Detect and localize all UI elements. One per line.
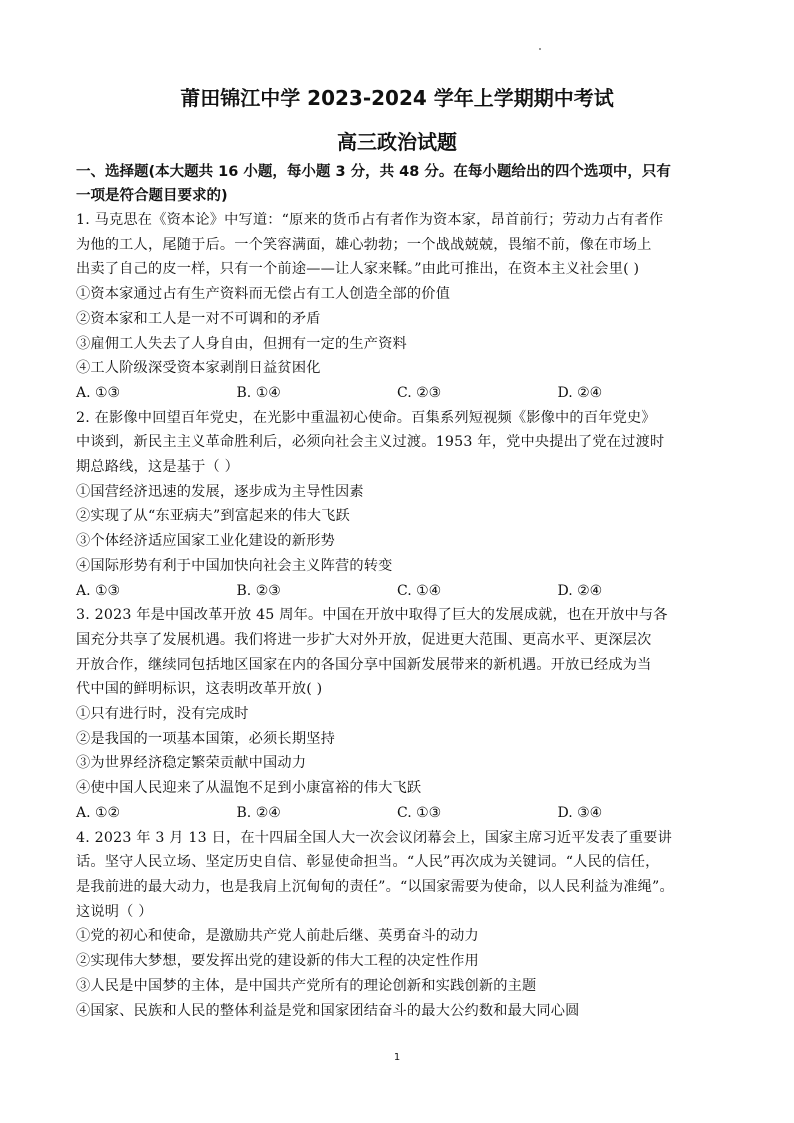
statement: ②资本家和工人是一对不可调和的矛盾 bbox=[76, 310, 321, 327]
question-text-line: 这说明（ ） bbox=[76, 903, 153, 920]
answer-options bbox=[76, 801, 718, 826]
option-a: A. ①② bbox=[76, 804, 121, 821]
option-d: D. ②④ bbox=[557, 384, 603, 401]
answer-options bbox=[76, 381, 718, 406]
question-text-line: 开放合作，继续同包括地区国家在内的各国分享中国新发展带来的新机遇。开放已经成为当 bbox=[76, 656, 652, 673]
statement: ②实现了从“东亚病夫”到富起来的伟大飞跃 bbox=[76, 508, 350, 525]
option-d: D. ③④ bbox=[557, 804, 603, 821]
question-4 bbox=[76, 826, 718, 1024]
statement: ②是我国的一项基本国策，必须长期坚持 bbox=[76, 730, 335, 747]
option-d: D. ②④ bbox=[557, 582, 603, 599]
question-1 bbox=[76, 208, 718, 406]
option-a: A. ①③ bbox=[76, 582, 121, 599]
question-text-line: 为他的工人，尾随于后。一个笑容满面，雄心勃勃；一个战战兢兢，畏缩不前，像在市场上 bbox=[76, 236, 652, 253]
question-2 bbox=[76, 406, 718, 604]
statement: ④国际形势有利于中国加快向社会主义阵营的转变 bbox=[76, 557, 393, 574]
exam-subtitle: 高三政治试题 bbox=[337, 130, 457, 154]
statement: ③人民是中国梦的主体，是中国共产党所有的理论创新和实践创新的主题 bbox=[76, 977, 537, 994]
option-b: B. ②③ bbox=[236, 582, 281, 599]
page-number: 1 bbox=[393, 1052, 401, 1063]
question-text-line: 中谈到，新民主主义革命胜利后，必须向社会主义过渡。1953 年，党中央提出了党在过渡时 bbox=[76, 434, 665, 451]
question-text-line: 2. 在影像中回望百年党史，在光影中重温初心使命。百集系列短视频《影像中的百年党史》 bbox=[76, 409, 656, 426]
question-text-line: 期总路线，这是基于（ ） bbox=[76, 459, 239, 476]
statement: ①只有进行时，没有完成时 bbox=[76, 706, 249, 723]
exam-title: 莆田锦江中学 2023-2024 学年上学期期中考试 bbox=[180, 86, 614, 110]
statement: ④使中国人民迎来了从温饱不足到小康富裕的伟大飞跃 bbox=[76, 780, 422, 797]
option-a: A. ①③ bbox=[76, 384, 121, 401]
question-text-line: 代中国的鲜明标识，这表明改革开放( ) bbox=[76, 681, 323, 698]
statement: ③个体经济适应国家工业化建设的新形势 bbox=[76, 533, 335, 550]
section-heading-line-1: 一、选择题(本大题共 16 小题，每小题 3 分，共 48 分。在每小题给出的四个选项中，只有 bbox=[76, 164, 671, 180]
question-text-line: 4. 2023 年 3 月 13 日，在十四届全国人大一次会议闭幕会上，国家主席习近平发表了重要讲 bbox=[76, 829, 672, 846]
statement: ①党的初心和使命，是激励共产党人前赴后继、英勇奋斗的动力 bbox=[76, 928, 479, 945]
section-heading-line-2: 一项是符合题目要求的) bbox=[76, 188, 228, 204]
statement: ③雇佣工人失去了人身自由，但拥有一定的生产资料 bbox=[76, 335, 407, 352]
option-b: B. ②④ bbox=[236, 804, 281, 821]
statement: ①资本家通过占有生产资料而无偿占有工人创造全部的价值 bbox=[76, 286, 451, 303]
question-text-line: 出卖了自己的皮一样，只有一个前途——让人家来鞣。”由此可推出，在资本主义社会里( ) bbox=[76, 261, 640, 278]
question-text-line: 1. 马克思在《资本论》中写道：“原来的货币占有者作为资本家，昂首前行；劳动力占有者作 bbox=[76, 212, 664, 228]
statement: ②实现伟大梦想，要发挥出党的建设新的伟大工程的决定性作用 bbox=[76, 953, 479, 970]
statement: ①国营经济迅速的发展，逐步成为主导性因素 bbox=[76, 483, 364, 500]
question-text-line: 国充分共享了发展机遇。我们将进一步扩大对外开放，促进更大范围、更高水平、更深层次 bbox=[76, 631, 652, 648]
exam-content bbox=[76, 160, 718, 1023]
question-text-line: 3. 2023 年是中国改革开放 45 周年。中国在开放中取得了巨大的发展成就，也在开放中与各 bbox=[76, 607, 668, 624]
option-c: C. ①④ bbox=[397, 582, 442, 599]
answer-options bbox=[76, 579, 718, 604]
statement: ④国家、民族和人民的整体利益是党和国家团结奋斗的最大公约数和最大同心圆 bbox=[76, 1002, 580, 1019]
statement: ③为世界经济稳定繁荣贡献中国动力 bbox=[76, 755, 307, 772]
scan-dot bbox=[539, 48, 541, 50]
option-c: C. ②③ bbox=[397, 384, 442, 401]
question-text-line: 话。坚守人民立场、坚定历史自信、彰显使命担当。“人民”再次成为关键词。“人民的信任， bbox=[76, 854, 660, 871]
statement: ④工人阶级深受资本家剥削日益贫困化 bbox=[76, 360, 321, 377]
question-3 bbox=[76, 603, 718, 825]
question-text-line: 是我前进的最大动力，也是我肩上沉甸甸的责任”。“以国家需要为使命，以人民利益为准绳”。 bbox=[76, 878, 674, 895]
option-c: C. ①③ bbox=[397, 804, 442, 821]
option-b: B. ①④ bbox=[236, 384, 281, 401]
